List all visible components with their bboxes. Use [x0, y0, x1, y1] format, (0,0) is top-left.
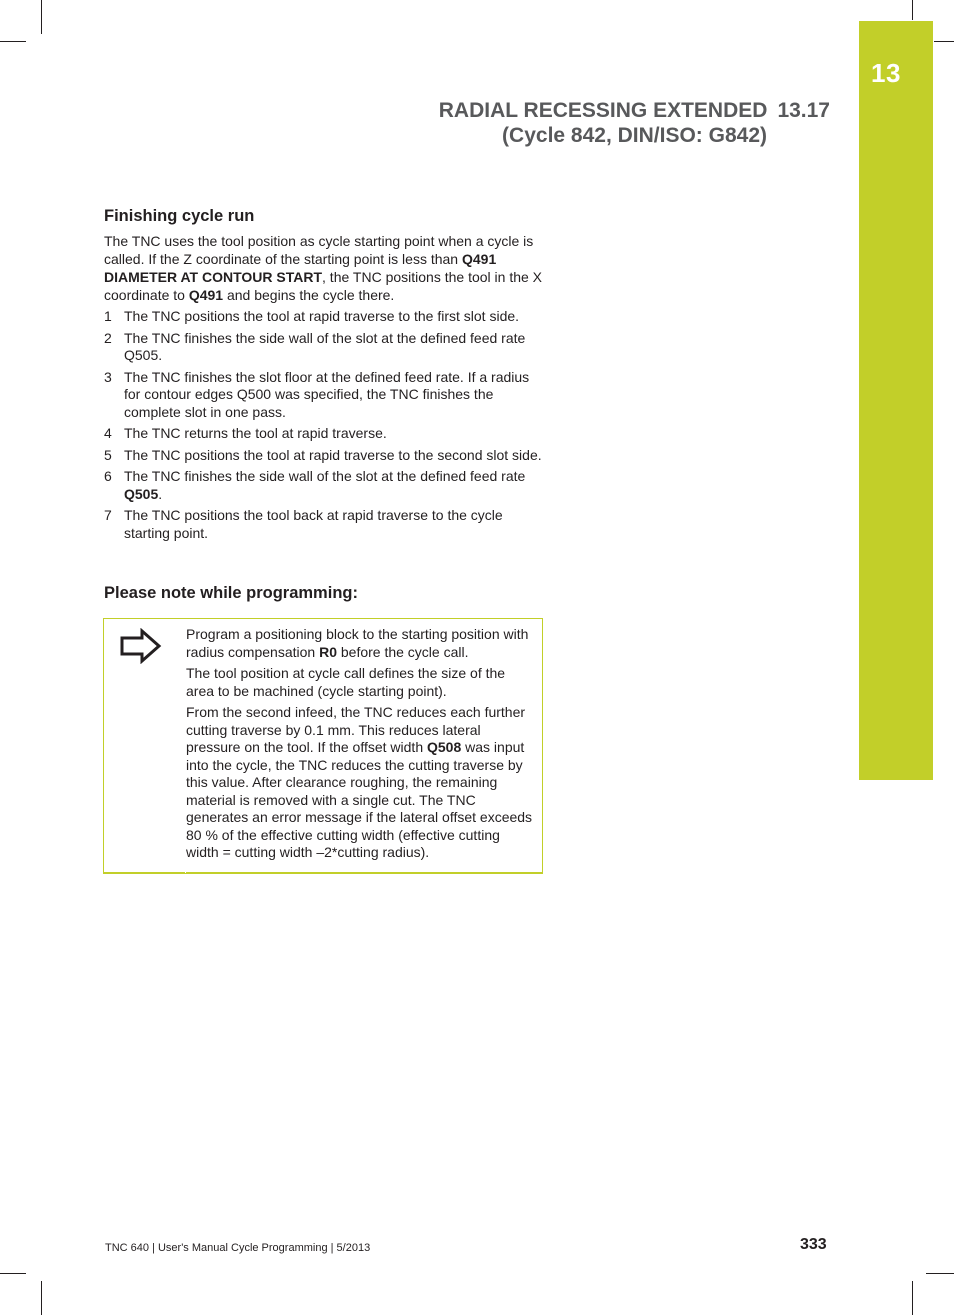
crop-mark [934, 41, 954, 42]
page-header [439, 98, 830, 148]
header-title: RADIAL RECESSING EXTENDED [438, 99, 768, 122]
step-text: The TNC positions the tool back at rapid traverse to the cycle starting point. [124, 507, 503, 541]
note-param-q508: Q508 [427, 739, 462, 755]
step-text: The TNC positions the tool at rapid traverse to the second slot side. [124, 446, 542, 463]
crop-mark [912, 1281, 913, 1315]
note-text: was input into the cycle, the TNC reduces the cutting traverse by this value. After clearance roughing, the remaining material is removed with a single cut. The TNC generates an error message if the lateral offset exceeds 80 % of the effective cutting width (effective cutting width = cutting width –2*cutting radius). [186, 739, 533, 860]
list-item [104, 468, 544, 503]
list-item [104, 369, 544, 422]
arrow-right-icon [120, 628, 162, 664]
step-number: 4 [104, 425, 112, 441]
note-content [186, 626, 536, 866]
note-paragraph [186, 626, 536, 661]
step-number: 7 [104, 507, 112, 523]
note-param-r0: R0 [319, 643, 337, 660]
step-text: The TNC finishes the side wall of the slot at the defined feed rate Q505. [124, 329, 526, 363]
step-text: The TNC returns the tool at rapid traverse. [124, 425, 387, 441]
chapter-tab [859, 21, 933, 780]
crop-mark [41, 1281, 42, 1315]
step-text-part: The TNC finishes the side wall of the slot at the defined feed rate [124, 468, 526, 484]
step-number: 3 [104, 368, 112, 385]
note-box-rule [103, 872, 185, 874]
intro-text: , the TNC positions the tool in the X coordinate to [104, 269, 543, 303]
page-number: 333 [800, 1236, 827, 1253]
list-item [104, 330, 544, 365]
note-text: Program a positioning block to the starting position with radius compensation [186, 626, 529, 660]
chapter-number: 13 [871, 58, 901, 88]
note-paragraph [186, 704, 536, 862]
step-list [104, 308, 544, 546]
list-item [104, 507, 544, 542]
header-subtitle: (Cycle 842, DIN/ISO: G842) [502, 124, 767, 147]
intro-param-q491-name: Q491 DIAMETER AT CONTOUR START [104, 251, 497, 285]
note-text: before the cycle call. [336, 643, 469, 660]
step-text: The TNC finishes the slot floor at the defined feed rate. If a radius for contour edges Q500 was specified, the TNC finishes the complete slot in one pass. [124, 368, 530, 420]
section-heading-note: Please note while programming: [104, 584, 358, 602]
crop-mark [0, 41, 26, 42]
header-line1 [439, 98, 830, 123]
section-number: 13.17 [777, 99, 830, 122]
crop-mark [912, 0, 913, 20]
intro-text: and begins the cycle there. [223, 287, 395, 303]
list-item [104, 308, 544, 326]
step-text-part: . [158, 485, 163, 502]
intro-param-q491: Q491 [188, 287, 224, 303]
step-param-q505: Q505 [124, 485, 159, 502]
step-number: 5 [104, 446, 112, 463]
step-number: 6 [104, 468, 112, 484]
crop-mark [0, 1273, 26, 1274]
note-box-rule [186, 872, 542, 874]
list-item [104, 425, 544, 443]
section-heading-finishing: Finishing cycle run [104, 207, 255, 225]
step-text: The TNC positions the tool at rapid traverse to the first slot side. [124, 308, 520, 324]
crop-mark [926, 1273, 954, 1274]
footer-text: TNC 640 | User's Manual Cycle Programming | 5/2013 [105, 1242, 371, 1254]
intro-paragraph [104, 232, 544, 304]
step-number: 1 [104, 308, 112, 324]
list-item [104, 447, 544, 465]
crop-mark [41, 0, 42, 34]
note-paragraph: The tool position at cycle call defines the size of the area to be machined (cycle starting point). [186, 665, 506, 699]
step-number: 2 [104, 329, 112, 346]
step-text [124, 468, 544, 503]
note-text: From the second infeed, the TNC reduces each further cutting traverse by 0.1 mm. This reduces lateral pressure on the tool. If the offset width [186, 704, 526, 755]
intro-text: The TNC uses the tool position as cycle starting point when a cycle is called. If the Z coordinate of the starting point is less than [104, 233, 534, 267]
